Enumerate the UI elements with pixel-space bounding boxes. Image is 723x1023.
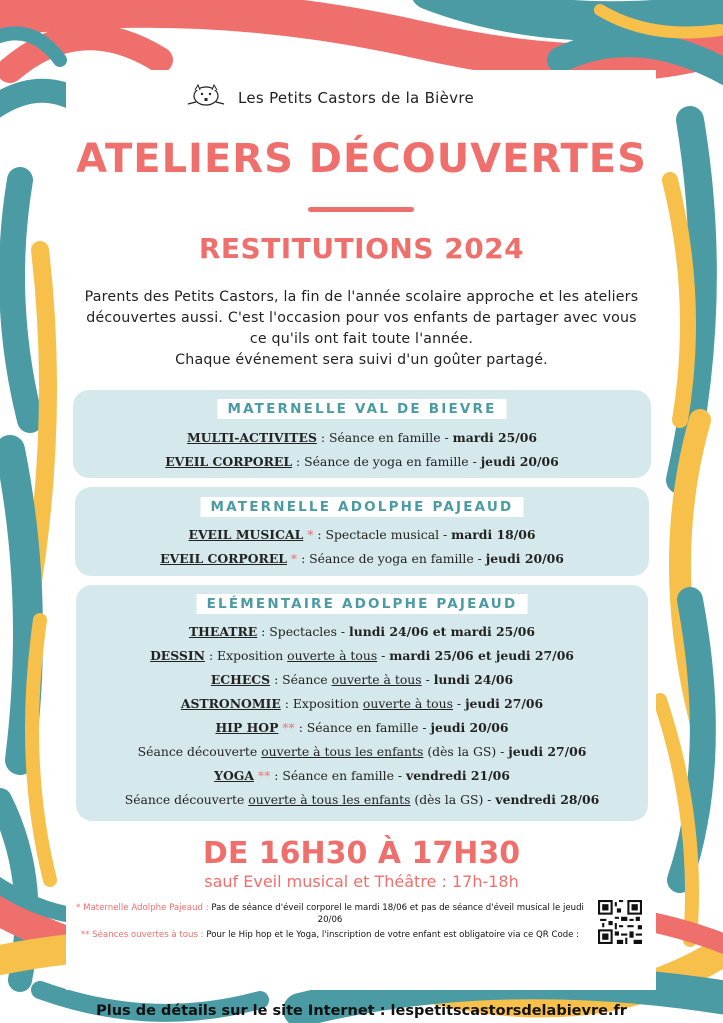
activity-desc: : Exposition (280, 696, 363, 711)
activity-desc: Séance découverte (137, 744, 262, 759)
activity-desc: Séance découverte (124, 792, 249, 807)
intro-line: Parents des Petits Castors, la fin de l'année scolaire approche et les ateliers (84, 289, 639, 305)
activity-row (76, 672, 648, 687)
footnote-text: Pas de séance d'éveil corporel le mardi 18/06 et pas de séance d'éveil musical le jeudi 20/06 (211, 903, 584, 925)
open-note: ouverte à tous (362, 696, 453, 711)
activity-date: jeudi 27/06 (465, 696, 544, 711)
section-title: MATERNELLE VAL DE BIEVRE (217, 399, 506, 419)
activity-name: EVEIL MUSICAL (188, 527, 304, 542)
activity-row (76, 696, 648, 711)
org-name: Les Petits Castors de la Bièvre (238, 89, 475, 107)
activity-name: ECHECS (210, 672, 271, 687)
activity-row (75, 527, 649, 542)
activity-date: jeudi 27/06 (508, 744, 587, 759)
activity-date: vendredi 28/06 (495, 792, 600, 807)
open-note: ouverte à tous (287, 648, 378, 663)
activity-row (76, 768, 648, 783)
open-note: ouverte à tous les enfants (261, 744, 424, 759)
activity-desc: : Spectacles - (257, 624, 350, 639)
separator: - (452, 696, 466, 711)
activity-desc: : Séance (270, 672, 332, 687)
activity-date: jeudi 20/06 (485, 551, 564, 566)
qr-code-icon[interactable] (598, 900, 642, 944)
section-title: MATERNELLE ADOLPHE PAJEAUD (201, 497, 524, 517)
footnote-label: * Maternelle Adolphe Pajeaud : (76, 903, 212, 913)
activity-desc: : Séance en famille - (270, 768, 407, 783)
beaver-icon (186, 80, 226, 108)
section-maternelle-val-de-bievre (73, 390, 651, 478)
activity-name: EVEIL CORPOREL (160, 551, 287, 566)
page-title: ATELIERS DÉCOUVERTES (76, 136, 647, 182)
footnote-text: Pour le Hip hop et le Yoga, l'inscription de votre enfant est obligatoire via ce QR Code : (206, 930, 580, 940)
activity-row (76, 648, 648, 663)
page-subtitle: RESTITUTIONS 2024 (198, 232, 525, 265)
activity-name: ASTRONOMIE (180, 696, 281, 711)
intro-line: ce qu'ils ont fait toute l'année. (249, 331, 474, 347)
activity-date: mardi 18/06 (451, 527, 536, 542)
activity-name: HIP HOP (215, 720, 279, 735)
section-title: ELÉMENTAIRE ADOLPHE PAJEAUD (197, 594, 528, 614)
title-divider (308, 207, 414, 212)
hours-exception: sauf Eveil musical et Théâtre : 17h-18h (204, 872, 519, 891)
separator: - (377, 648, 390, 663)
activity-date: mardi 25/06 (452, 430, 537, 445)
activity-date: vendredi 21/06 (406, 768, 510, 783)
footnotes (70, 902, 590, 941)
activity-row (76, 720, 648, 735)
activity-date: mardi 25/06 et jeudi 27/06 (389, 648, 574, 663)
footer-prefix: Plus de détails sur le site Internet : (96, 1003, 391, 1019)
open-note: ouverte à tous les enfants (248, 792, 411, 807)
activity-desc: : Séance en famille - (316, 430, 453, 445)
footnote-2 (70, 929, 590, 941)
activity-row (76, 792, 648, 807)
website-link[interactable]: lespetitscastorsdelabievre.fr (390, 1003, 627, 1019)
activity-row (75, 551, 649, 566)
footnote-mark: ** (278, 720, 295, 735)
section-elementaire-adolphe-pajeaud (76, 585, 648, 821)
activity-name: MULTI-ACTIVITES (187, 430, 317, 445)
open-note: ouverte à tous (331, 672, 422, 687)
activity-name: THEATRE (188, 624, 258, 639)
activity-row (76, 744, 648, 759)
footnote-1 (70, 902, 590, 926)
activity-row (73, 454, 651, 469)
footnote-mark: * (286, 551, 298, 566)
activity-date: jeudi 20/06 (430, 720, 509, 735)
activity-desc: (dès la GS) - (423, 744, 509, 759)
activity-date: jeudi 20/06 (480, 454, 559, 469)
activity-desc: : Séance en famille - (294, 720, 431, 735)
footnote-label: ** Séances ouvertes à tous : (80, 930, 207, 940)
section-maternelle-adolphe-pajeaud (75, 487, 649, 576)
intro-line: découvertes aussi. C'est l'occasion pour vos enfants de partager avec vous (86, 310, 637, 326)
activity-date: lundi 24/06 (433, 672, 514, 687)
footnote-mark: * (303, 527, 314, 542)
separator: - (421, 672, 434, 687)
activity-desc: : Exposition (205, 648, 288, 663)
activity-date: lundi 24/06 et mardi 25/06 (349, 624, 536, 639)
activity-desc: (dès la GS) - (410, 792, 496, 807)
hours-banner: DE 16H30 À 17H30 (202, 836, 521, 871)
activity-desc: : Spectacle musical - (313, 527, 452, 542)
intro-line: Chaque événement sera suivi d'un goûter partagé. (175, 352, 548, 368)
activity-name: YOGA (214, 768, 254, 783)
activity-desc: : Séance de yoga en famille - (297, 551, 486, 566)
activity-name: DESSIN (150, 648, 205, 663)
activity-desc: : Séance de yoga en famille - (292, 454, 481, 469)
activity-row (76, 624, 648, 639)
footnote-mark: ** (253, 768, 271, 783)
footer (0, 1003, 723, 1019)
activity-name: EVEIL CORPOREL (165, 454, 293, 469)
activity-row (73, 430, 651, 445)
intro-text (70, 287, 653, 371)
